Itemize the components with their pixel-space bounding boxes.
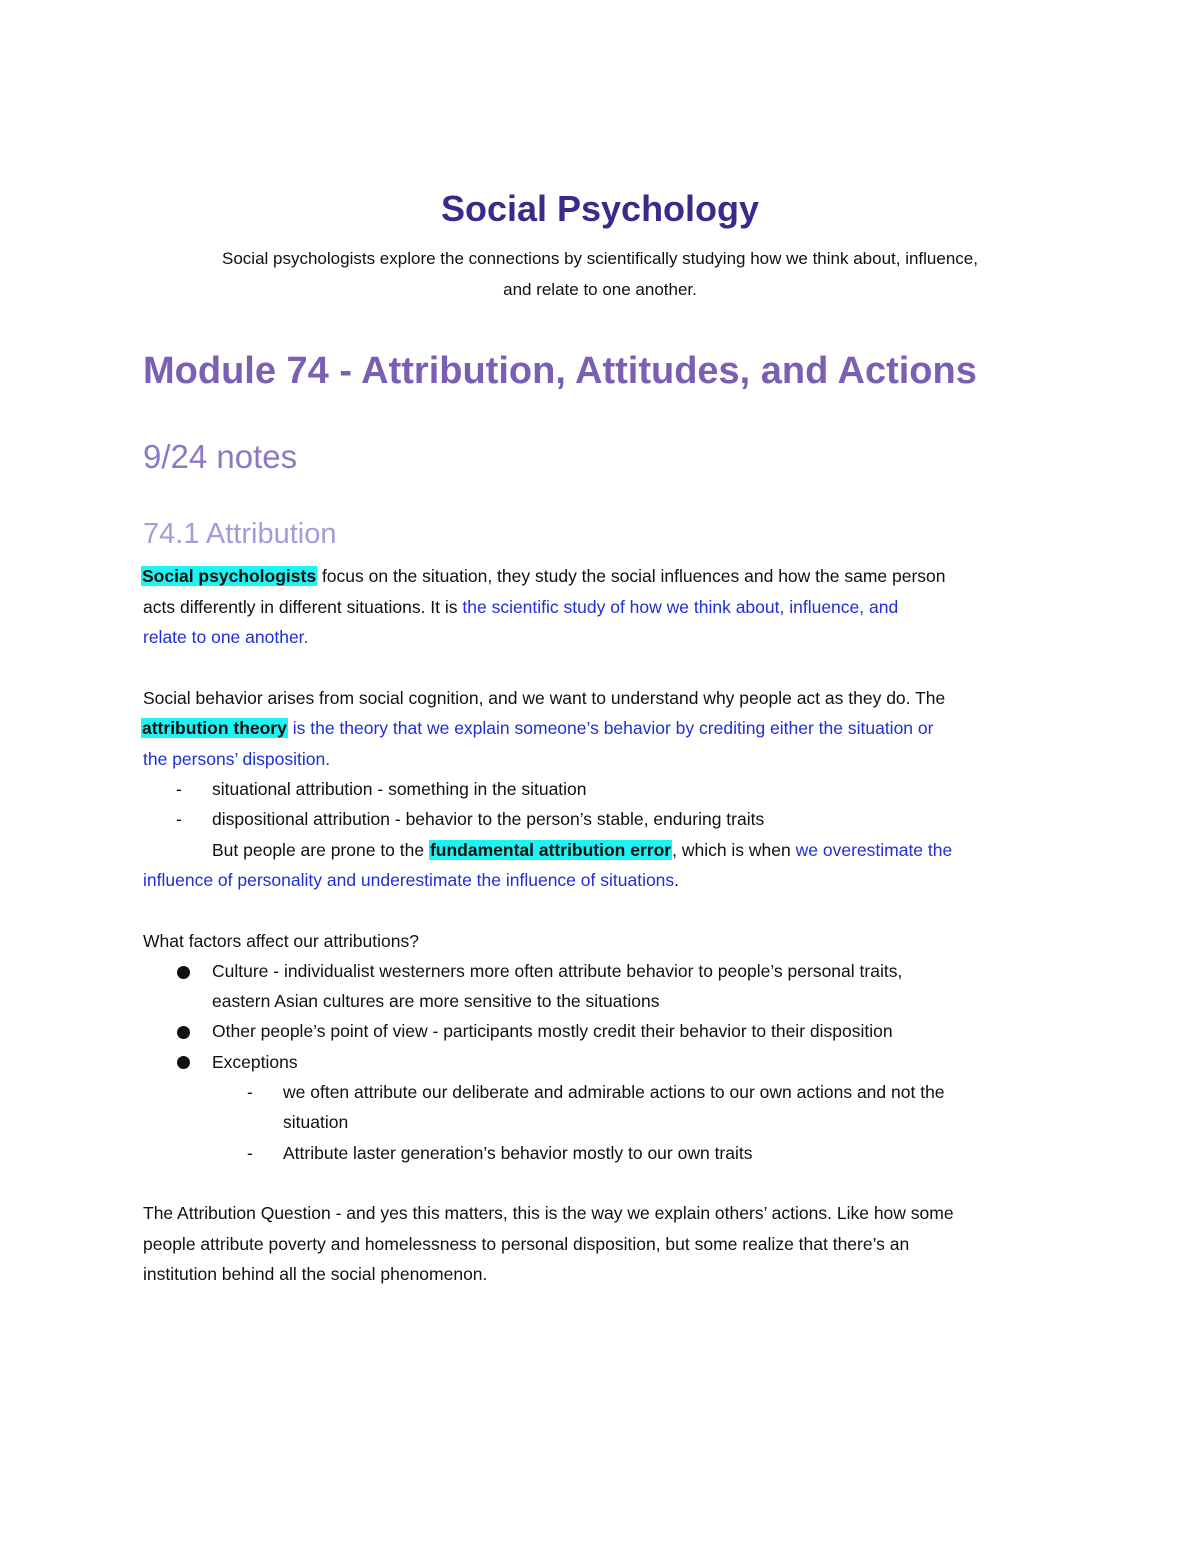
dash-marker: - (247, 1082, 253, 1102)
bullet-icon (177, 1026, 190, 1039)
para2-line-1: Social behavior arises from social cognition, and we want to understand why people act as they do. The (143, 688, 946, 708)
sub-item-later-generation: Attribute laster generation’s behavior mostly to our own traits (283, 1143, 753, 1163)
dash-item-situational: situational attribution - something in the situation (212, 779, 587, 799)
para1-line-2: acts differently in different situations. It is the scientific study of how we think about, influence, and (143, 597, 899, 617)
notes-heading: 9/24 notes (143, 438, 298, 475)
bullet-item-exceptions: Exceptions (212, 1052, 298, 1072)
para2-line-3: the persons’ disposition. (143, 749, 331, 769)
sub-item-deliberate: we often attribute our deliberate and admirable actions to our own actions and not the (283, 1082, 945, 1102)
bullet-item-culture: Culture - individualist westerners more often attribute behavior to people’s personal traits, (212, 961, 903, 981)
bullet-item-culture-cont: eastern Asian cultures are more sensitive to the situations (212, 991, 660, 1011)
para4-line-1: The Attribution Question - and yes this matters, this is the way we explain others’ actions. Like how some (143, 1203, 954, 1223)
section-heading: 74.1 Attribution (143, 518, 337, 550)
document-title: Social Psychology (440, 188, 760, 229)
highlight-fundamental-attribution-error: fundamental attribution error (429, 840, 672, 860)
highlight-social-psychologists: Social psychologists (142, 566, 317, 586)
dash-marker: - (176, 779, 182, 799)
para4-line-2: people attribute poverty and homelessness to personal disposition, but some realize that there’s an (143, 1234, 910, 1254)
bullet-icon (177, 1056, 190, 1069)
subtitle-line-1: Social psychologists explore the connections by scientifically studying how we think about, influence, (222, 249, 978, 268)
para1-line-3: relate to one another. (143, 627, 309, 647)
sub-item-deliberate-cont: situation (283, 1112, 349, 1132)
para1-line-1: Social psychologists focus on the situation, they study the social influences and how the same person (142, 566, 946, 586)
para2-line-5: influence of personality and underestimate the influence of situations. (143, 870, 680, 890)
para2-line-4: But people are prone to the fundamental attribution error, which is when we overestimate the (212, 840, 953, 860)
dash-item-dispositional: dispositional attribution - behavior to the person’s stable, enduring traits (212, 809, 765, 829)
bullet-icon (177, 966, 190, 979)
factors-question: What factors affect our attributions? (143, 931, 419, 951)
definition-text: the scientific study of how we think about, influence, and (462, 597, 899, 617)
module-heading: Module 74 - Attribution, Attitudes, and Actions (143, 350, 977, 392)
dash-marker: - (247, 1143, 253, 1163)
dash-marker: - (176, 809, 182, 829)
subtitle-line-2: and relate to one another. (503, 280, 697, 299)
highlight-attribution-theory: attribution theory (142, 718, 287, 738)
para4-line-3: institution behind all the social phenomenon. (143, 1264, 488, 1284)
para2-line-2: attribution theory is the theory that we explain someone’s behavior by crediting either the situation or (142, 718, 934, 738)
bullet-item-point-of-view: Other people’s point of view - participants mostly credit their behavior to their disposition (212, 1021, 893, 1041)
